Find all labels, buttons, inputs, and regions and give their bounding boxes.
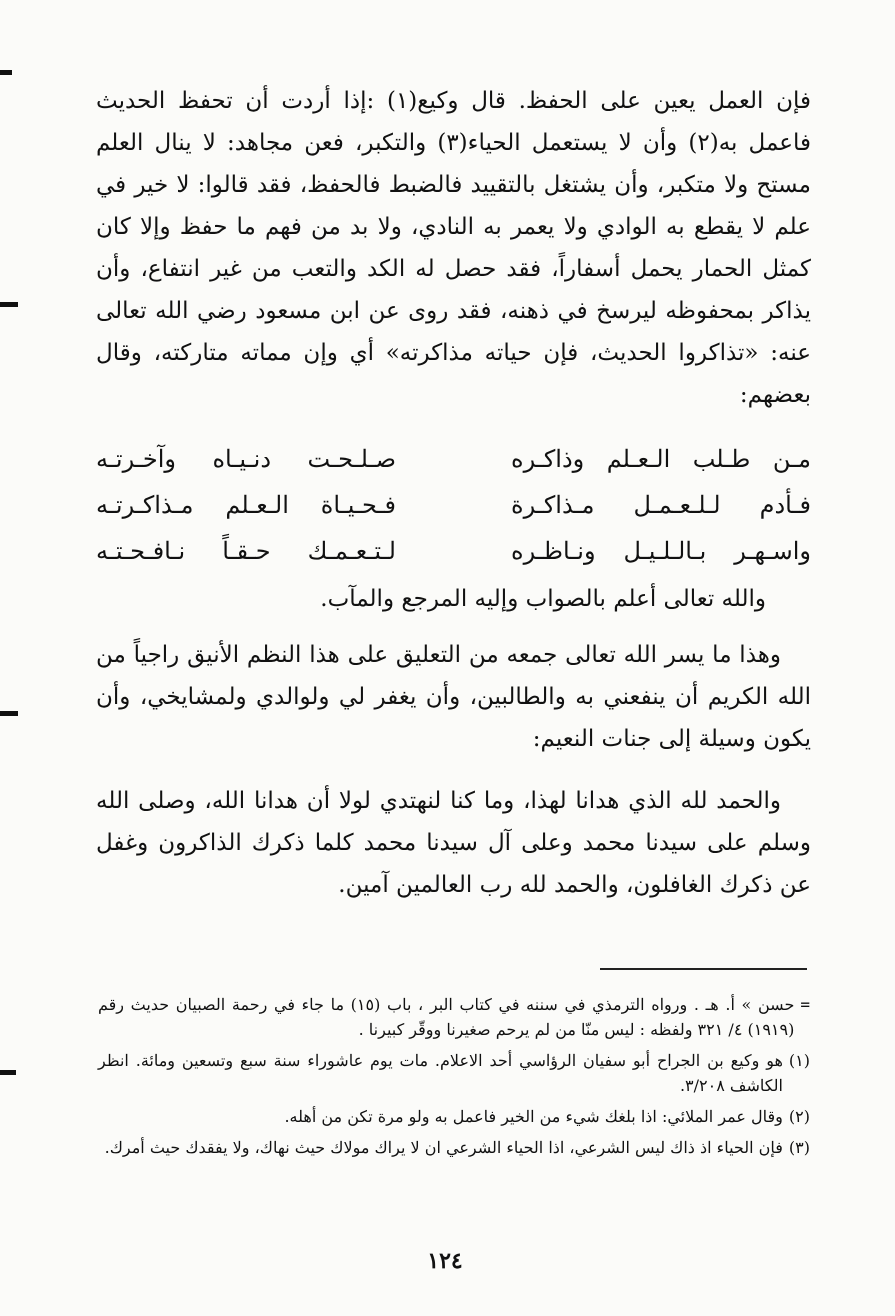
scan-edge-mark — [0, 70, 12, 75]
footnote — [98, 1104, 810, 1129]
footnote-text: حسن » أ. هـ . ورواه الترمذي في سننه في كتاب البر ، باب (١٥) ما جاء في رحمة الصبيان حديث رقم (١٩١٩) ٤/ ٣٢١ ولفظه : ليس منّا من لم يرحم صغيرنا ووقّر كبيرنا . — [98, 995, 795, 1039]
verse-first-hemistich: فـأدم لـلـعـمـل مـذاكـرة — [511, 491, 811, 519]
closing-paragraph: وهذا ما يسر الله تعالى جمعه من التعليق على هذا النظم الأنيق راجياً من الله الكريم أن ينفعني به والطالبين، وأن يغفر لي ولوالدي ولمشايخي، وأن يكون وسيلة إلى جنات النعيم: — [96, 642, 811, 752]
closing-section — [96, 578, 811, 926]
footnote-separator — [600, 968, 807, 970]
footnote-text: هو وكيع بن الجراح أبو سفيان الرؤاسي أحد الاعلام. مات يوم عاشوراء سنة سبع وتسعين ومائة. انظر الكاشف ٣/٢٠٨. — [98, 1051, 783, 1095]
poem-verse — [96, 482, 811, 528]
footnote-marker: (٣) — [788, 1138, 810, 1157]
footnote-marker: (٢) — [788, 1107, 810, 1126]
footnote — [98, 1048, 810, 1098]
poem-verse — [96, 436, 811, 482]
verse-first-hemistich: واسـهـر بـالـلـيـل ونـاظـره — [511, 537, 811, 565]
scan-edge-mark — [0, 302, 18, 307]
footnote-continuation — [98, 992, 810, 1042]
paragraph-text: فإن العمل يعين على الحفظ. قال وكيع(١) :إذا أردت أن تحفظ الحديث فاعمل به(٢) وأن لا يستعمل الحياء(٣) والتكبر، فعن مجاهد: لا ينال العلم مستح ولا متكبر، وأن يشتغل بالتقييد فالضبط فالحفظ، فقد قالوا: لا خير في علم لا يقطع به الوادي ولا يعمر به النادي، ولا بد من فهم ما حفظ وإلا كان كمثل الحمار يحمل أسفاراً، فقد حصل له الكد والتعب من غير انتفاع، وأن يذاكر بمحفوظه ليرسخ في ذهنه، فقد روى عن ابن مسعود رضي الله تعالى عنه: «تذاكروا الحديث، فإن حياته مذاكرته» أي وإن مماته متاركته، وقال بعضهم: — [96, 88, 812, 408]
scan-edge-mark — [0, 711, 18, 716]
verse-second-hemistich: لـتـعـمـك حـقـاً نـافـحـتـه — [96, 537, 396, 565]
verse-first-hemistich: مـن طـلب الـعـلم وذاكـره — [511, 445, 811, 473]
footnotes — [98, 992, 810, 1166]
closing-prayer: والحمد لله الذي هدانا لهذا، وما كنا لنهتدي لولا أن هدانا الله، وصلى الله وسلم على سيدنا محمد وعلى آل سيدنا محمد كلما ذكرك الذاكرون وغفل عن ذكرك الغافلون، والحمد لله رب العالمين آمين. — [96, 788, 811, 898]
scan-edge-mark — [0, 1070, 16, 1075]
footnote-text: فإن الحياء اذ ذاك ليس الشرعي، اذا الحياء الشرعي ان لا يراك مولاك حيث نهاك، ولا يفقدك حيث أمرك. — [104, 1138, 783, 1157]
page-number: ١٢٤ — [427, 1248, 463, 1274]
closing-line: والله تعالى أعلم بالصواب وإليه المرجع والمآب. — [320, 586, 766, 612]
poem — [96, 436, 811, 574]
verse-second-hemistich: فـحـيـاة الـعـلم مـذاكـرتـه — [96, 491, 396, 519]
footnote-text: وقال عمر الملائي: اذا بلغك شيء من الخير فاعمل به ولو مرة تكن من أهله. — [284, 1107, 783, 1126]
footnote-marker: (١) — [788, 1051, 810, 1070]
main-paragraph — [96, 80, 811, 416]
footnote — [98, 1135, 810, 1160]
poem-verse — [96, 528, 811, 574]
footnote-marker: = — [800, 995, 810, 1014]
verse-second-hemistich: صـلـحـت دنـيـاه وآخـرتـه — [96, 445, 396, 473]
